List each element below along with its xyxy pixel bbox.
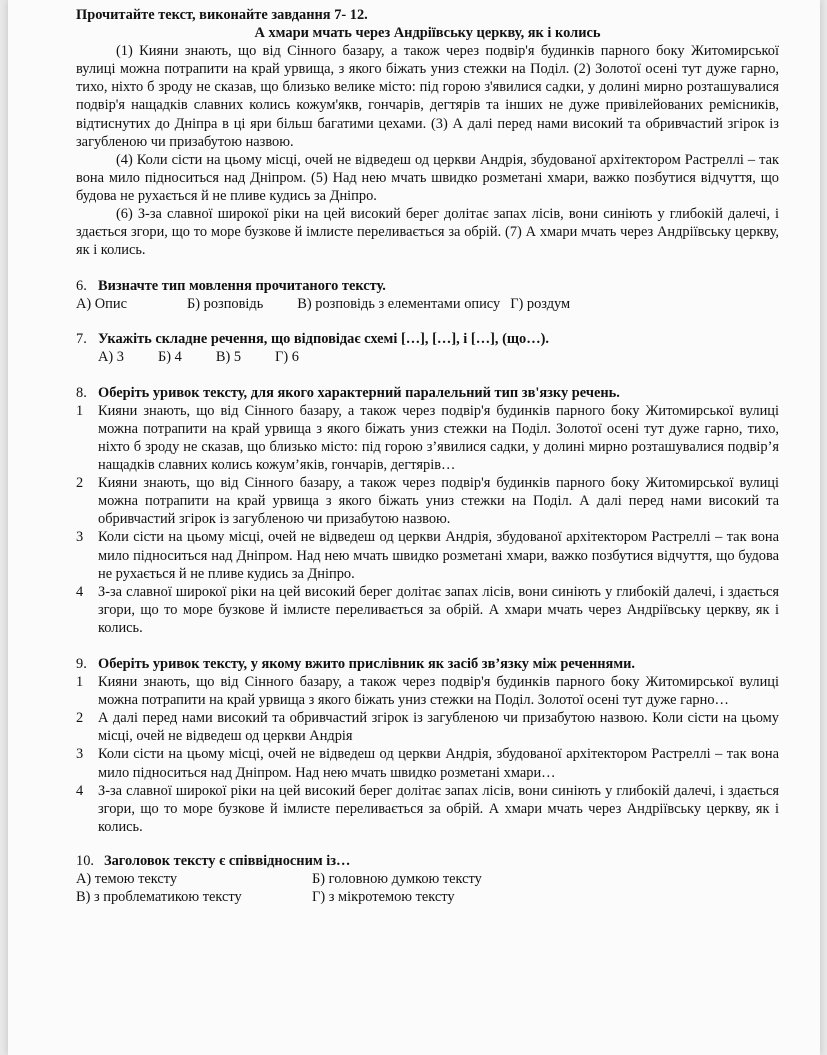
option-text: Коли сісти на цьому місці, очей не відведеш од церкви Андрія, збудованої архітектором Растреллі – так вона мило підноситься над Дніпром. Над нею мчать швидко розметані хмари… — [98, 746, 779, 781]
question-text: Оберіть уривок тексту, для якого характерний паралельний тип зв'язку речень. — [98, 384, 620, 401]
option-text: А далі перед нами високий та обривчастий згірок із загубленою чи призабутою назвою. Коли сісти на цьому місці, очей не відведеш од церкви Андрія — [98, 710, 779, 745]
question-9-head — [76, 655, 779, 673]
answer-option-4[interactable] — [76, 782, 779, 836]
question-text: Визначте тип мовлення прочитаного тексту. — [98, 278, 386, 295]
paragraph-1: (1) Кияни знають, що від Сінного базару, а також через подвір'я будинків парного боку Житомирської вулиці можна потрапити на край урвища, з якого біжать униз стежки на Поділ. (2) Золотої осені тут дуже гарно, тихо, ніхто б зроду не сказав, що близько велике місто: під горою з'явилися садки, у долині мирно розташувалися подвір'я нащадків славних колись кожум'якв, гончарів, дегтярів та інших не дуже привілейованих ремісників, відтиснутих до Дніпра в ці яри більш багатими цехами. (3) А далі перед нами високий та обривчастий згірок із загубленою чи призабутою назвою. — [76, 43, 779, 150]
answer-option-2[interactable] — [76, 474, 779, 528]
option-a[interactable]: А) темою тексту — [76, 871, 178, 888]
option-number: 1 — [76, 402, 84, 419]
question-number: 6. — [76, 278, 87, 295]
task-instruction: Прочитайте текст, виконайте завдання 7- 12. — [76, 7, 368, 23]
option-text: З-за славної широкої ріки на цей високий берег долітає запах лісів, вони синіють у глибокій далечі, і здається згори, що то море бузкове й імлисте переливається за обрій. А хмари мчать через Андріївську церкву, як і колись. — [98, 583, 779, 636]
option-a[interactable]: А) Опис — [76, 296, 127, 313]
question-10 — [76, 852, 779, 906]
text-title: А хмари мчать через Андріївську церкву, як і колись — [254, 25, 601, 42]
option-b[interactable]: Б) 4 — [157, 348, 182, 365]
answer-option-4[interactable] — [76, 583, 779, 637]
option-number: 2 — [76, 710, 84, 727]
option-d[interactable]: Г) роздум — [510, 296, 571, 313]
answer-option-3[interactable] — [76, 528, 779, 582]
page-content — [76, 6, 779, 906]
question-number: 8. — [76, 384, 87, 401]
question-6-head — [76, 277, 779, 295]
question-7 — [76, 330, 779, 366]
option-text: Кияни знають, що від Сінного базару, а також через подвір'я будинків парного боку Житомирської вулиці можна потрапити на край урвища з якого біжать униз стежки на Поділ. Золотої осені тут дуже гарно… — [98, 674, 779, 709]
option-number: 1 — [76, 674, 84, 691]
answer-option-1[interactable] — [76, 402, 779, 474]
option-text: Кияни знають, що від Сінного базару, а також через подвір'я будинків парного боку Житомирської вулиці можна потрапити на край урвища з якого біжать униз стежки на Поділ. А далі перед нами високий та обривчастий згірок із загубленою чи призабутою назвою. — [98, 475, 779, 528]
document-page — [8, 0, 820, 1055]
question-9 — [76, 655, 779, 836]
option-text: Коли сісти на цьому місці, очей не відведеш од церкви Андрія, збудованої архітектором Растреллі – так вона мило підноситься над Дніпром. Над нею мчать швидко розметані хмари, важко позбутися відчуття, що будова не рухається й не пливе кудись за Дніпро. — [98, 529, 779, 582]
question-number: 7. — [76, 330, 87, 347]
question-7-head — [76, 330, 779, 348]
question-number: 10. — [76, 852, 94, 869]
option-d[interactable]: Г) з мікротемою тексту — [312, 889, 455, 906]
option-b[interactable]: Б) головною думкою тексту — [312, 871, 482, 888]
option-number: 2 — [76, 475, 84, 492]
question-text: Оберіть уривок тексту, у якому вжито прислівник як засіб зв’язку між реченнями. — [98, 656, 636, 672]
question-number: 9. — [76, 656, 87, 672]
option-number: 4 — [76, 583, 84, 600]
option-a[interactable]: А) 3 — [98, 348, 124, 365]
answer-option-3[interactable] — [76, 745, 779, 781]
answer-option-2[interactable] — [76, 709, 779, 745]
question-6 — [76, 277, 779, 313]
question-8 — [76, 384, 779, 637]
option-number: 3 — [76, 746, 84, 763]
question-text: Укажіть складне речення, що відповідає схемі […], […], і […], (що…). — [98, 330, 549, 347]
question-10-head — [76, 852, 779, 870]
question-text: Заголовок тексту є співвідносним із… — [104, 852, 351, 869]
question-10-options — [76, 870, 779, 906]
option-b[interactable]: Б) розповідь — [186, 296, 264, 313]
answer-option-1[interactable] — [76, 673, 779, 709]
option-text: Кияни знають, що від Сінного базару, а також через подвір'я будинків парного боку Житомирської вулиці можна потрапити на край урвища з якого біжать униз стежки на Поділ. Золотої осені тут дуже гарно, тихо, ніхто б зроду не сказав, що близько місто: під горою з’явилися садки, у долині мирно розташувалися подвір’я нащадків славних колись кожум’яків, гончарів, дегтярів… — [98, 402, 779, 474]
option-number: 3 — [76, 529, 84, 546]
option-text: З-за славної широкої ріки на цей високий берег долітає запах лісів, вони синіють у глибокій далечі, і здається згори, що то море бузкове й імлисте переливається за обрій. А хмари мчать через Андріївську церкву, як і колись. — [98, 782, 779, 835]
paragraph-2: (4) Коли сісти на цьому місці, очей не відведеш од церкви Андрія, збудованої архітектором Растреллі – так вона мило підноситься над Дніпром. (5) Над нею мчать швидко розметані хмари, важко позбутися відчуття, що будова не рухається й не пливе кудись за Дніпро. — [76, 151, 779, 204]
option-c[interactable]: В) розповідь з елементами опису — [297, 296, 501, 313]
question-6-options — [76, 295, 779, 313]
paragraph-3: (6) З-за славної широкої ріки на цей високий берег долітає запах лісів, вони синіють у глибокій далечі, і здається згори, що то море бузкове й імлисте переливається за обрій. (7) А хмари мчать через Андріївську церкву, як і колись. — [76, 206, 779, 259]
question-7-options — [76, 348, 779, 366]
option-c[interactable]: В) 5 — [215, 348, 242, 365]
question-8-head — [76, 384, 779, 402]
option-number: 4 — [76, 782, 84, 799]
option-d[interactable]: Г) 6 — [275, 348, 299, 365]
option-c[interactable]: В) з проблематикою тексту — [76, 889, 242, 906]
